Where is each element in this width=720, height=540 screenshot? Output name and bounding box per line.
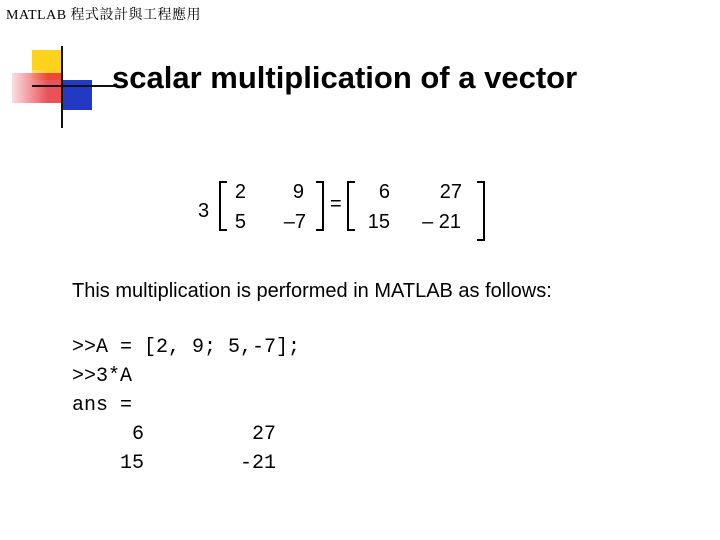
rhs-cell: 15: [367, 211, 390, 233]
matlab-code-block: [72, 333, 300, 478]
rhs-cell: 27: [439, 181, 462, 203]
rhs-cell: 6: [378, 181, 390, 203]
lhs-right-bracket: [316, 181, 324, 231]
header-text: MATLAB 程式設計與工程應用: [6, 8, 202, 23]
slide-title: scalar multiplication of a vector: [112, 60, 578, 95]
description-text: This multiplication is performed in MATLAB as follows:: [72, 280, 552, 302]
lhs-cell: –7: [283, 211, 306, 233]
rhs-right-bracket: [477, 181, 485, 241]
rhs-cell: – 21: [422, 211, 461, 233]
lhs-cell: 2: [234, 181, 246, 203]
code-line: >>A = [2, 9; 5,-7];: [72, 336, 301, 359]
code-line: 15 -21: [72, 452, 277, 475]
code-line: 6 27: [72, 423, 277, 446]
code-line: >>3*A: [72, 365, 133, 388]
equals-sign: =: [330, 193, 342, 215]
lhs-cell: 5: [234, 211, 246, 233]
scalar-value: 3: [198, 200, 210, 222]
code-line: ans =: [72, 394, 133, 417]
lhs-cell: 9: [292, 181, 304, 203]
matrix-equation: [0, 0, 720, 260]
